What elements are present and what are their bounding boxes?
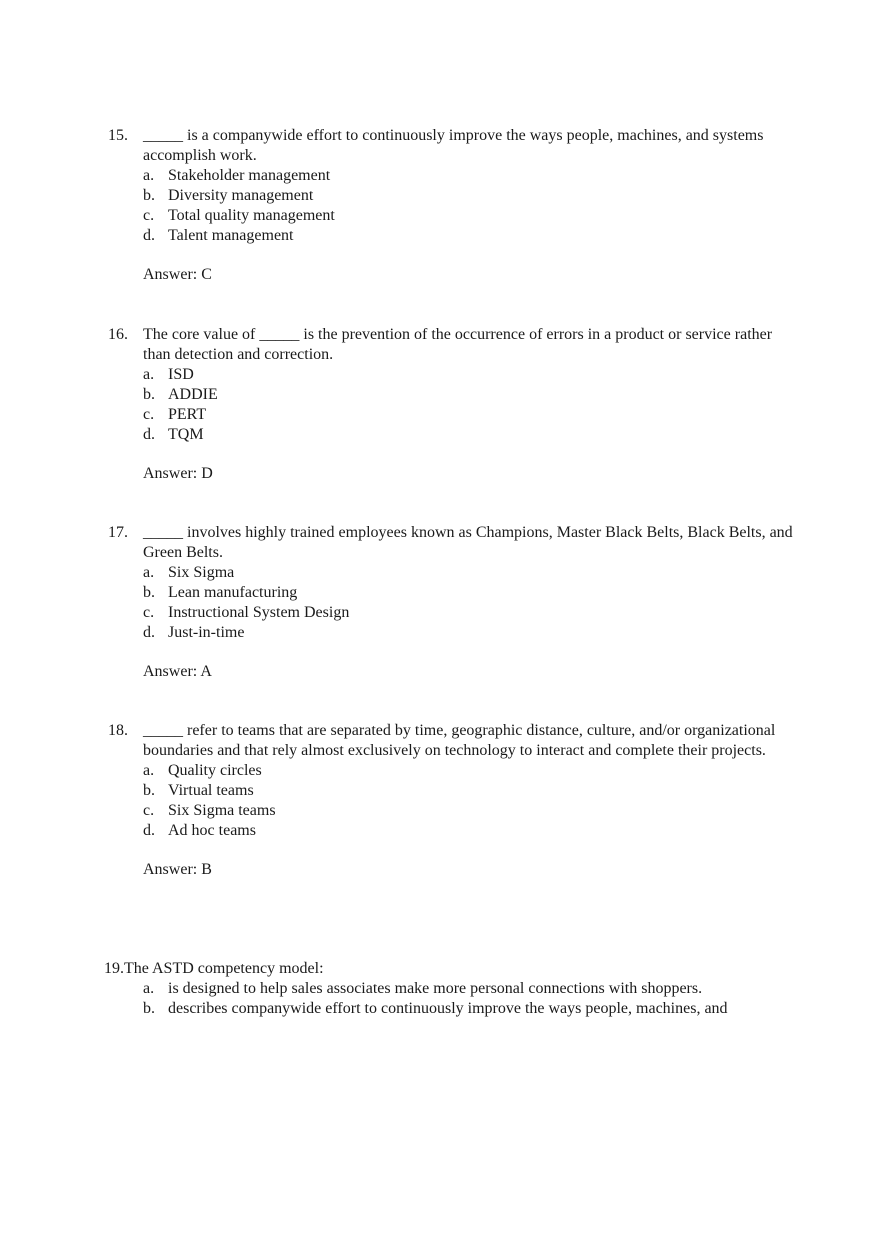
option-letter: d. <box>143 624 155 641</box>
option-letter: c. <box>143 802 155 819</box>
answer-text: Answer: A <box>143 663 212 680</box>
question-text: _____ refer to teams that are separated by time, geographic distance, culture, and/or organizational boundaries and that rely almost exclusively on technology to interact and complete their projects. <box>143 722 776 759</box>
option-text: ADDIE <box>168 386 218 403</box>
option-a <box>143 979 804 999</box>
option-a <box>143 563 798 583</box>
option-b <box>143 781 798 801</box>
option-letter: a. <box>143 762 155 779</box>
option-letter: b. <box>143 1000 155 1017</box>
question-number: 18. <box>108 722 128 739</box>
answer-text: Answer: B <box>143 861 212 878</box>
question-19 <box>104 959 804 1019</box>
option-list <box>143 761 798 841</box>
option-letter: c. <box>143 207 155 224</box>
option-text: Talent management <box>168 227 294 244</box>
option-letter: c. <box>143 406 155 423</box>
option-letter: c. <box>143 604 155 621</box>
option-d <box>143 425 798 445</box>
option-text: Lean manufacturing <box>168 584 298 601</box>
option-letter: b. <box>143 584 155 601</box>
option-d <box>143 623 798 643</box>
option-letter: a. <box>143 366 155 383</box>
question-17 <box>108 523 798 682</box>
option-text: ISD <box>168 366 194 383</box>
option-letter: a. <box>143 167 155 184</box>
option-letter: d. <box>143 822 155 839</box>
option-c <box>143 405 798 425</box>
answer-text: Answer: D <box>143 465 213 482</box>
option-list <box>143 365 798 445</box>
option-letter: d. <box>143 227 155 244</box>
option-text: Quality circles <box>168 762 262 779</box>
option-list <box>143 563 798 643</box>
option-b <box>143 385 798 405</box>
question-text: _____ is a companywide effort to continuously improve the ways people, machines, and systems accomplish work. <box>143 127 764 164</box>
option-c <box>143 206 798 226</box>
option-text: Stakeholder management <box>168 167 331 184</box>
option-text: Virtual teams <box>168 782 254 799</box>
option-text: describes companywide effort to continuously improve the ways people, machines, and <box>168 1000 728 1017</box>
option-text: TQM <box>168 426 204 443</box>
answer-text: Answer: C <box>143 266 212 283</box>
option-text: Instructional System Design <box>168 604 350 621</box>
option-letter: a. <box>143 980 155 997</box>
question-text: The core value of _____ is the prevention of the occurrence of errors in a product or service rather than detection and correction. <box>143 326 773 363</box>
option-b <box>143 999 804 1019</box>
option-letter: b. <box>143 782 155 799</box>
option-list <box>143 166 798 246</box>
question-text: _____ involves highly trained employees known as Champions, Master Black Belts, Black Belts, and Green Belts. <box>143 524 793 561</box>
option-text: Ad hoc teams <box>168 822 256 839</box>
option-text: Total quality management <box>168 207 335 224</box>
option-text: is designed to help sales associates make more personal connections with shoppers. <box>168 980 703 997</box>
question-text: 19.The ASTD competency model: <box>104 960 324 977</box>
option-letter: d. <box>143 426 155 443</box>
option-text: Diversity management <box>168 187 314 204</box>
question-18 <box>108 721 798 880</box>
option-text: Six Sigma <box>168 564 235 581</box>
question-number: 15. <box>108 127 128 144</box>
option-c <box>143 801 798 821</box>
option-a <box>143 166 798 186</box>
question-number: 17. <box>108 524 128 541</box>
option-c <box>143 603 798 623</box>
option-letter: b. <box>143 187 155 204</box>
option-d <box>143 821 798 841</box>
question-number: 16. <box>108 326 128 343</box>
option-text: Just-in-time <box>168 624 245 641</box>
question-16 <box>108 325 798 484</box>
question-15 <box>108 126 798 285</box>
option-letter: a. <box>143 564 155 581</box>
option-b <box>143 186 798 206</box>
option-text: Six Sigma teams <box>168 802 276 819</box>
option-list <box>143 979 804 1019</box>
option-letter: b. <box>143 386 155 403</box>
option-text: PERT <box>168 406 207 423</box>
option-b <box>143 583 798 603</box>
option-a <box>143 761 798 781</box>
option-a <box>143 365 798 385</box>
option-d <box>143 226 798 246</box>
